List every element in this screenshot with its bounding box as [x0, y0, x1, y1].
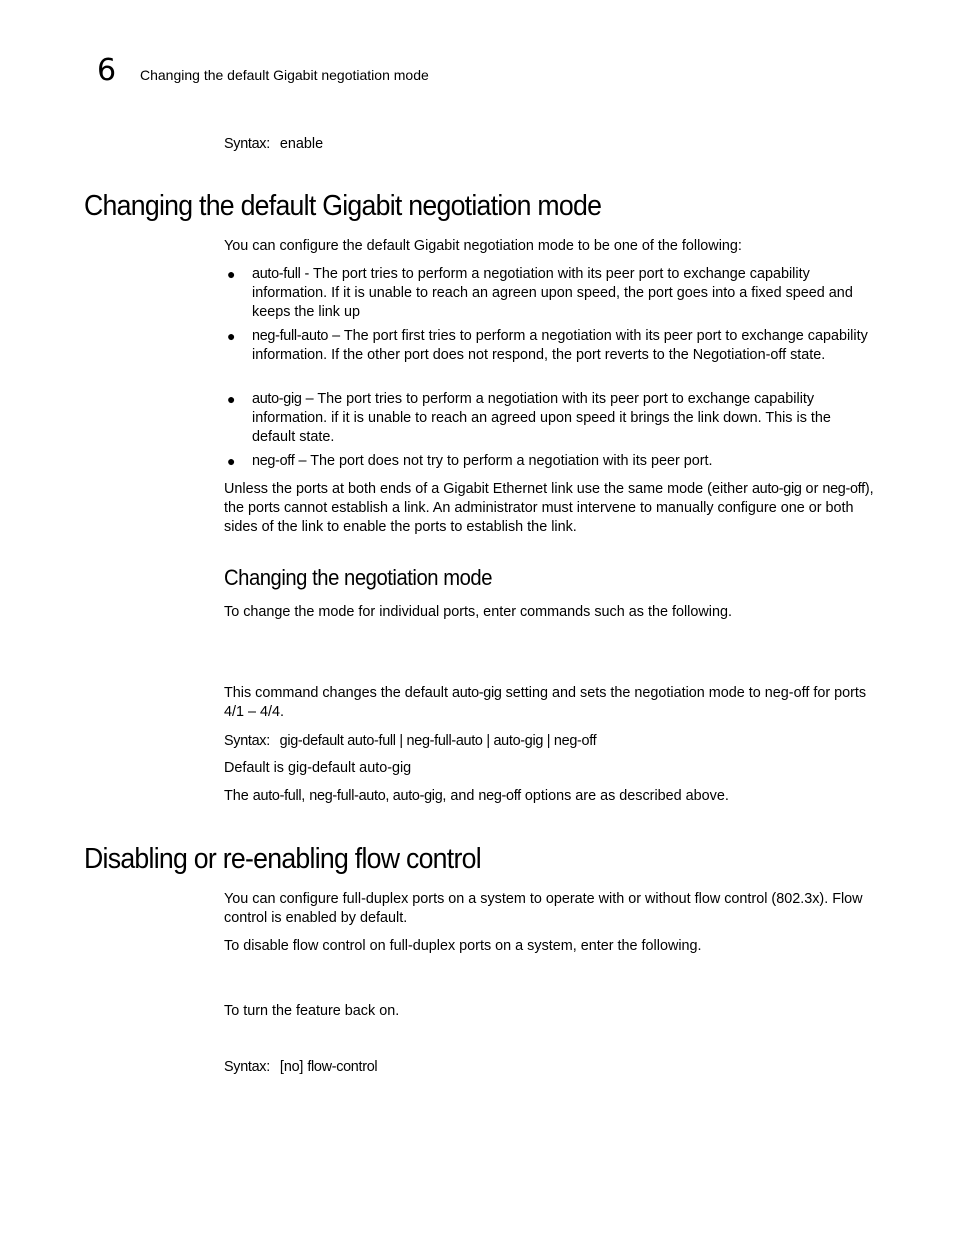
syntax-value: enable — [279, 136, 324, 152]
text: setting and sets the negotiation mode to neg-off for ports 4/1 – 4/4. — [224, 685, 867, 720]
flow-control-intro: You can configure full-duplex ports on a system to operate with or without flow control (802.3x). Flow control is enabled by default. — [224, 891, 863, 926]
list-item — [224, 390, 874, 447]
flow-control-enable-text: To turn the feature back on. — [224, 1003, 400, 1019]
subsection-description — [224, 684, 874, 722]
text: This command changes the default — [224, 685, 452, 701]
command-term: no — [283, 1059, 300, 1075]
syntax-label: Syntax: — [224, 136, 270, 152]
bullet-icon: ● — [227, 266, 236, 282]
syntax-value: gig-default auto-full | neg-full-auto | auto-gig | neg-off — [279, 733, 597, 749]
bullet-text: – The port first tries to perform a negotiation with its peer port to exchange capability information. If the other port does not respond, the port reverts to the Negotiation-off state. — [252, 328, 868, 363]
default-text: Default is gig-default auto-gig — [224, 760, 412, 776]
section-heading-gigabit-negotiation: Changing the default Gigabit negotiation mode — [84, 190, 602, 222]
subsection-heading-negotiation-mode: Changing the negotiation mode — [224, 565, 492, 590]
text: ), the ports cannot establish a link. An administrator must intervene to manually configure one or both sides of the link to enable the ports to establish the link. — [224, 481, 874, 535]
syntax-gig-default — [224, 732, 874, 751]
bullet-term: auto-gig — [252, 391, 302, 407]
text: , and — [442, 788, 479, 804]
text: options are as described above. — [520, 788, 729, 804]
section1-intro: You can configure the default Gigabit negotiation mode to be one of the following: — [224, 238, 742, 254]
running-header-title: Changing the default Gigabit negotiation mode — [140, 67, 429, 83]
bullet-term: auto-full — [252, 266, 301, 282]
text: , — [301, 788, 310, 804]
command-term: flow-control — [307, 1059, 378, 1075]
bullet-text: – The port tries to perform a negotiation with its peer port to exchange capability information. if it is unable to reach an agreed upon speed it brings the link down. This is the default state. — [252, 391, 831, 445]
command-term: neg-off — [822, 481, 865, 497]
section-heading-flow-control: Disabling or re-enabling flow control — [84, 843, 481, 875]
command-term: auto-gig — [751, 481, 802, 497]
bullet-term: neg-off — [252, 453, 295, 469]
options-text — [224, 787, 874, 806]
command-term: auto-full — [252, 788, 302, 804]
list-item — [224, 327, 874, 365]
bullet-icon: ● — [227, 391, 236, 407]
list-item — [224, 452, 874, 471]
command-term: auto-gig — [451, 685, 502, 701]
text: Unless the ports at both ends of a Gigabit Ethernet link use the same mode (either — [224, 481, 752, 497]
command-term: neg-off — [478, 788, 521, 804]
command-term: neg-full-auto, auto-gig — [309, 788, 443, 804]
bracket-close: ] — [299, 1059, 308, 1075]
syntax-label: Syntax: — [224, 733, 270, 749]
syntax-flow-control — [224, 1058, 874, 1077]
list-item — [224, 265, 874, 322]
bullet-icon: ● — [227, 328, 236, 344]
syntax-enable — [224, 135, 874, 154]
bullet-text: – The port does not try to perform a negotiation with its peer port. — [294, 453, 713, 469]
text: or — [801, 481, 823, 497]
syntax-label: Syntax: — [224, 1059, 270, 1075]
text: The — [224, 788, 253, 804]
flow-control-disable-text: To disable flow control on full-duplex ports on a system, enter the following. — [224, 938, 702, 954]
subsection-intro: To change the mode for individual ports, enter commands such as the following. — [224, 604, 732, 620]
bracket-open: [ — [279, 1059, 284, 1075]
bullet-term: neg-full-auto — [252, 328, 329, 344]
bullet-text: - The port tries to perform a negotiation with its peer port to exchange capability information. If it is unable to reach an agreen upon speed, the port goes into a fixed speed and keeps the link up — [252, 266, 853, 320]
section1-paragraph — [224, 480, 874, 537]
bullet-icon: ● — [227, 453, 236, 469]
chapter-number: 6 — [97, 53, 117, 88]
